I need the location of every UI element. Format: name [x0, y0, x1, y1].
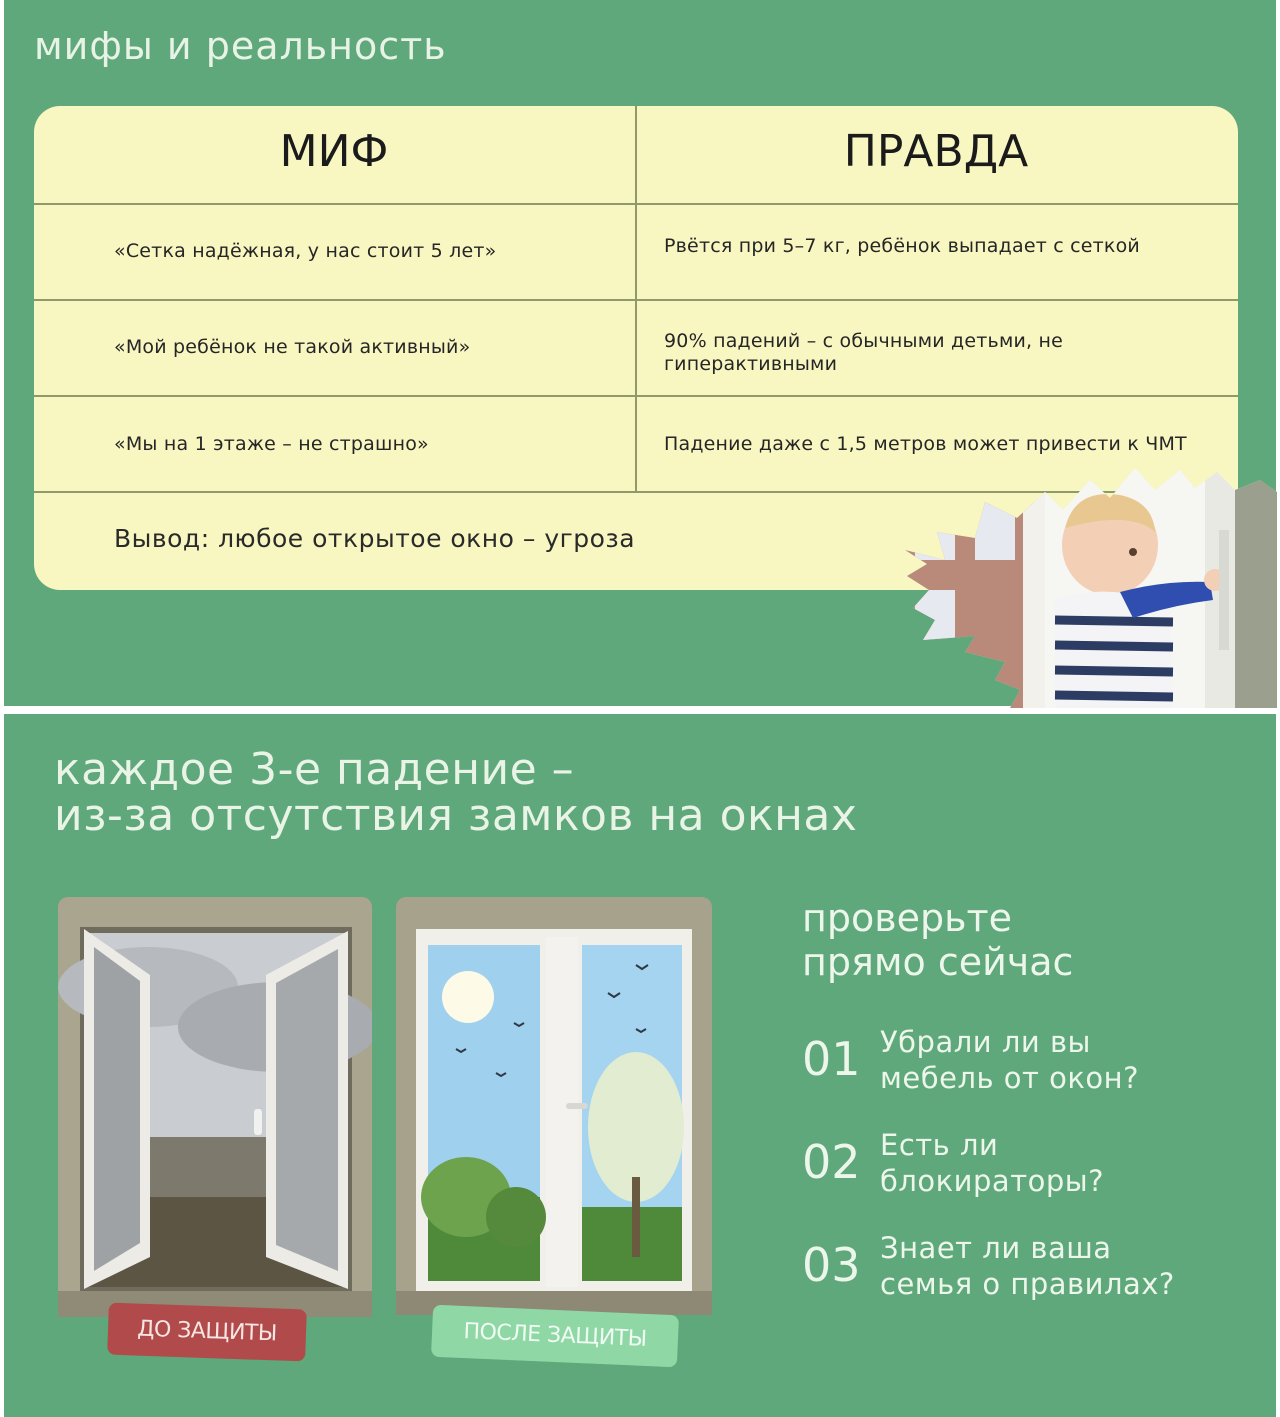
badge-after-protection: ПОСЛЕ ЗАЩИТЫ [431, 1305, 679, 1368]
table-cell-truth: 90% падений – с обычными детьми, не гиперактивными [664, 330, 1064, 375]
checklist-item-number: 01 [802, 1032, 861, 1086]
table-cell-truth: Рвётся при 5–7 кг, ребёнок выпадает с сеткой [664, 235, 1140, 257]
checklist-item-line: Убрали ли вы [880, 1025, 1091, 1059]
column-header-myth: МИФ [279, 126, 389, 177]
window-after-image [396, 897, 712, 1315]
checklist-title-line-2: прямо сейчас [802, 940, 1074, 984]
table-conclusion: Вывод: любое открытое окно – угроза [114, 524, 636, 553]
table-cell-myth: «Мой ребёнок не такой активный» [114, 336, 471, 358]
checklist-item-text [880, 1230, 1175, 1302]
headline-line-2: из-за отсутствия замков на окнах [54, 790, 858, 841]
checklist-item-line: мебель от окон? [880, 1061, 1139, 1095]
window-before-image [58, 897, 372, 1317]
checklist-item-line: блокираторы? [880, 1164, 1105, 1198]
badge-before-protection: ДО ЗАЩИТЫ [107, 1303, 307, 1362]
child-at-window-photo [905, 440, 1277, 708]
headline-line-1: каждое 3-е падение – [54, 744, 575, 795]
checklist-item-number: 02 [802, 1135, 861, 1189]
table-cell-myth: «Мы на 1 этаже – не страшно» [114, 433, 429, 455]
checklist-item-text [880, 1024, 1139, 1096]
checklist-title-line-1: проверьте [802, 896, 1013, 940]
checklist-item-line: Знает ли ваша [880, 1231, 1112, 1265]
table-cell-truth: Падение даже с 1,5 метров может привести к ЧМТ [664, 433, 1187, 455]
table-column-divider [635, 106, 637, 492]
section-title-myths: мифы и реальность [34, 24, 447, 68]
checklist-item-text [880, 1127, 1104, 1199]
checklist-item-line: Есть ли [880, 1128, 999, 1162]
checklist-item-line: семья о правилах? [880, 1267, 1175, 1301]
checklist-item-number: 03 [802, 1238, 861, 1292]
table-cell-myth: «Сетка надёжная, у нас стоит 5 лет» [114, 240, 497, 262]
column-header-truth: ПРАВДА [843, 126, 1029, 177]
